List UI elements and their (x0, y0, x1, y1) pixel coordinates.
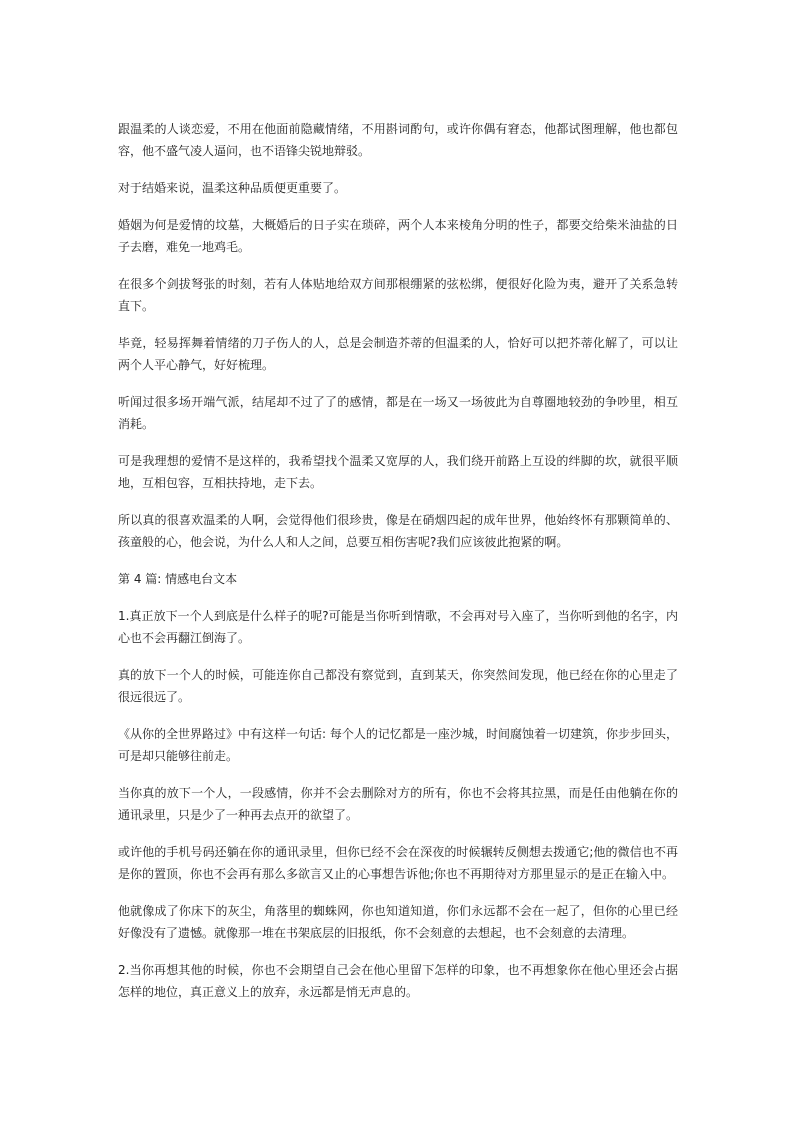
paragraph: 他就像成了你床下的灰尘，角落里的蜘蛛网，你也知道知道，你们永远都不会在一起了，但你的心里已经好像没有了遗憾。就像那一堆在书架底层的旧报纸，你不会刻意的去想起，也不会刻意的去清理。 (118, 904, 678, 940)
paragraph: 婚姻为何是爱情的坟墓，大概婚后的日子实在琐碎，两个人本来棱角分明的性子，都要交给柴米油盐的日子去磨，难免一地鸡毛。 (118, 218, 678, 254)
paragraph: 跟温柔的人谈恋爱，不用在他面前隐藏情绪，不用斟词酌句，或许你偶有窘态，他都试图理解，他也都包容，他不盛气凌人逼问，也不语锋尖锐地辩驳。 (118, 122, 678, 158)
paragraph: 当你真的放下一个人，一段感情，你并不会去删除对方的所有，你也不会将其拉黑，而是任由他躺在你的通讯录里，只是少了一种再去点开的欲望了。 (118, 786, 678, 822)
paragraph: 真的放下一个人的时候，可能连你自己都没有察觉到，直到某天，你突然间发现，他已经在你的心里走了很远很远了。 (118, 668, 678, 704)
paragraph: 在很多个剑拔弩张的时刻，若有人体贴地给双方间那根绷紧的弦松绑，便很好化险为夷，避开了关系急转直下。 (118, 277, 678, 313)
paragraph: 毕竟，轻易挥舞着情绪的刀子伤人的人，总是会制造芥蒂的但温柔的人，恰好可以把芥蒂化解了，可以让两个人平心静气，好好梳理。 (118, 336, 678, 372)
section-heading: 第 4 篇: 情感电台文本 (118, 572, 238, 586)
paragraph: 1.真正放下一个人到底是什么样子的呢?可能是当你听到情歌，不会再对号入座了，当你听到他的名字，内心也不会再翻江倒海了。 (118, 609, 678, 645)
document-page (118, 118, 678, 1018)
paragraph: 可是我理想的爱情不是这样的，我希望找个温柔又宽厚的人，我们绕开前路上互设的绊脚的坎，就很平顺地，互相包容，互相扶持地，走下去。 (118, 454, 678, 490)
paragraph: 听闻过很多场开端气派，结尾却不过了了的感情，都是在一场又一场彼此为自尊圈地较劲的争吵里，相互消耗。 (118, 395, 678, 431)
paragraph: 《从你的全世界路过》中有这样一句话: 每个人的记忆都是一座沙城，时间腐蚀着一切建筑，你步步回头，可是却只能够往前走。 (118, 727, 678, 763)
paragraph: 或许他的手机号码还躺在你的通讯录里，但你已经不会在深夜的时候辗转反侧想去拨通它;他的微信也不再是你的置顶，你也不会再有那么多欲言又止的心事想告诉他;你也不再期待对方那里显示的是正在输入中。 (118, 845, 678, 881)
paragraph: 所以真的很喜欢温柔的人啊，会觉得他们很珍贵，像是在硝烟四起的成年世界，他始终怀有那颗简单的、孩童般的心，他会说，为什么人和人之间，总要互相伤害呢?我们应该彼此抱紧的啊。 (118, 513, 678, 549)
paragraph: 2.当你再想其他的时候，你也不会期望自己会在他心里留下怎样的印象，也不再想象你在他心里还会占据怎样的地位，真正意义上的放弃，永远都是悄无声息的。 (118, 963, 678, 999)
paragraph: 对于结婚来说，温柔这种品质便更重要了。 (118, 181, 347, 195)
